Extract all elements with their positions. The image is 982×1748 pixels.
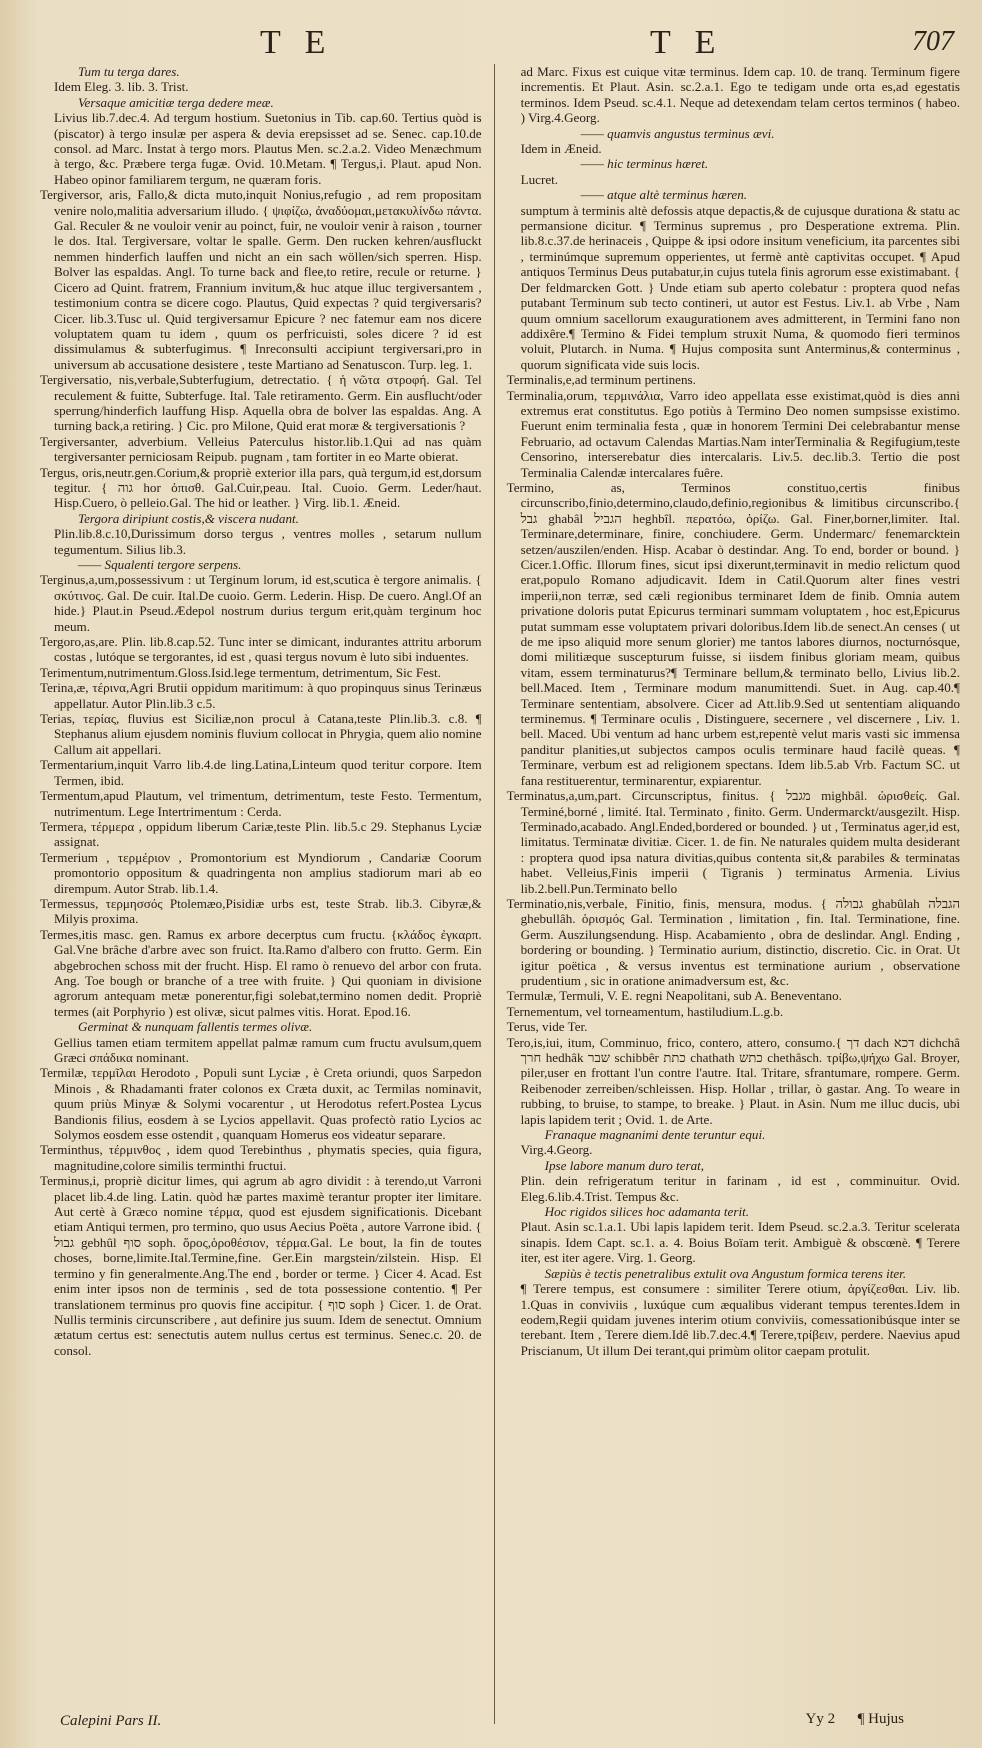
dictionary-entry: Terus, vide Ter.	[506, 1019, 588, 1035]
text-paragraph: Plaut. Asin sc.1.a.1. Ubi lapis lapidem terit. Idem Pseud. sc.2.a.3. Teritur scelerata sinapis. Idem Capt. sc.1. a. 4. Boius Boïam terit. Ambiguè & obscœnè. ¶ Terere iter, est iter agere. Virg. 1. Georg.	[520, 1219, 960, 1266]
dictionary-entry: Terminatio,nis,verbale, Finitio, finis, mensura, modus. { גבולה ghabûlah הגבלה ghebullâh. ὁρισμός Gal. Termination , limitation , fin. Ital. Terminatione, fine. Germ. Auszilungsendung. Hisp. Acabamiento , obra de deslindar. Angl. Ending , bordering or bounding. } Terminatio aurium, distinctio, discretio. Cic. in Orat. Ut igitur poëtica , & versus inventus est terminatione aurium , observatione prudentium , sic in oratione animadversum est, &c.	[506, 895, 960, 988]
verse-quote: Sæpiùs è tectis penetralibus extulit ova Angustum formica terens iter.	[544, 1265, 907, 1281]
dictionary-entry: Termessus, τερμησσός Ptolemæo,Pisidiæ urbs est, teste Strab. lib.3. Cibyræ,& Milyis proxima.	[40, 895, 482, 927]
dictionary-entry: Termulæ, Termuli, V. E. regni Neapolitani, sub A. Beneventano.	[506, 988, 842, 1004]
dictionary-entry: Termerium , τερμέριον , Promontorium est Myndiorum , Candariæ Coorum promontorio oppositum & quadringenta non amplius stadiorum mari ab eo dirempum. Autor Strab. lib.1.4.	[40, 849, 482, 896]
dictionary-entry: Termentarium,inquit Varro lib.4.de ling.Latina,Linteum quod teritur corpore. Item Termen, ibid.	[40, 757, 482, 788]
text-paragraph: Gellius tamen etiam termitem appellat palmæ ramum cum fructu avulsum,quem Græci σπάδικα nominant.	[54, 1034, 482, 1065]
dictionary-entry: Terginus,a,um,possessivum : ut Terginum lorum, id est,scutica è tergore animalis. { σκύτινος. Gal. De cuir. Ital.De cuoio. Germ. Lederin. Hisp. De cuero. Angl.Of an hide.} Plaut.in Pseud.Ædepol nostrum durius tergum erit,quàm terginum hoc meum.	[40, 572, 482, 634]
catchword: ¶ Hujus	[857, 1711, 904, 1727]
footer-signature	[806, 1711, 904, 1728]
verse-quote: Tergora diripiunt costis,& viscera nudant.	[78, 510, 299, 526]
dictionary-entry: Tergus, oris,neutr.gen.Corium,& propriè exterior illa pars, quà tergum,id est,dorsum tegitur. { גוה hor ὀπισθ. Gal.Cuir,peau. Ital. Cuoio. Germ. Leder/haut. Hisp.Cuero, ò pelleio.Gal. The hid or leather. } Virg. lib.1. Æneid.	[40, 464, 482, 511]
footer-title: Calepini Pars II.	[60, 1713, 162, 1729]
verse-quote: —— atque altè terminus hæren.	[580, 187, 748, 203]
verse-quote: —— Squalenti tergore serpens.	[78, 557, 242, 572]
signature-mark: Yy 2	[805, 1711, 836, 1727]
right-column	[499, 64, 960, 1724]
dictionary-entry: Terimentum,nutrimentum.Gloss.Isid.lege termentum, detrimentum, Sic Fest.	[40, 664, 441, 680]
dictionary-entry: Terminalia,orum, τερμινάλια, Varro ideo appellata esse existimat,quòd is dies anni extremus erat constitutus. Ego potiùs à Termino Deo nomen sumpsisse existimo. Fuerunt enim terminalia festa , quæ in honorem Termini Dei celebrabantur mense Februario, ad octavum Calendas Martias.Nam interTerminalia & Regifugium,teste Censorino, interserebatur dies intercalaris. Liv.5. dec.lib.3. Tertio die post Terminalia Calendæ intercalares fuêre.	[506, 387, 960, 480]
column-rule	[494, 64, 495, 1724]
dictionary-entry: Terminthus, τέρμινθος , idem quod Terebinthus , phymatis species, quia figura, magnitudine,colore similis terminthi fructui.	[40, 1142, 482, 1173]
running-header	[40, 22, 960, 64]
verse-quote: Germinat & nunquam fallentis termes olivæ.	[78, 1019, 313, 1035]
verse-quote: Hoc rigidos silices hoc adamanta terit.	[544, 1204, 750, 1220]
page-number: 707	[912, 26, 954, 57]
dictionary-entry: Termentum,apud Plautum, vel trimentum, detrimentum, teste Festo. Termentum, nutrimentum. Lege Intertrimentum : Cerda.	[40, 788, 482, 819]
dictionary-entry: Terminalis,e,ad terminum pertinens.	[506, 372, 696, 388]
dictionary-entry: Termes,itis masc. gen. Ramus ex arbore decerptus cum fructu. {κλάδος ἐγκαρπ. Gal.Vne brâche d'arbre avec son fruict. Ita.Ramo d'albero con frutto. Germ. Ein abgebrochen schoss mit der frucht. Hisp. El ramo ò renuevo del arbor con fruta. Ang. Toe bough or branche of a tree with fruite. } Qui quoniam in divisione agrorum antequam metæ ponerentur,figi solebat,termino nomen dedit. Propriè termes (ait Porphyrio ) est olivæ, sicut palmes vitis. Horat. Epod.16.	[40, 926, 482, 1019]
two-column-body	[40, 64, 960, 1724]
dictionary-entry: Tergiversatio, nis,verbale,Subterfugium, detrectatio. { ἡ νῶτα στροφή. Gal. Tel reculement & fuitte, Subterfuge. Ital. Tale retiramento. Germ. Ein ausflucht/oder sperrung/hinderfich lauffung Hisp. Aquella obra de bolver las espaldas. Ang. A turning back,a retiring. } Cic. pro Milone, Quid erat moræ & tergiversationis ?	[40, 372, 482, 434]
dictionary-entry: Termera, τέρμερα , oppidum liberum Cariæ,teste Plin. lib.5.c 29. Stephanus Lyciæ assignat.	[40, 818, 482, 850]
verse-quote: Versaque amicitiæ terga dedere meæ.	[78, 94, 274, 110]
dictionary-entry: Tero,is,iui, itum, Comminuo, frico, contero, attero, consumo.{ דך dach דכא dichchâ חרך hedhâk שבר schibbêr כתת chathath כתש chethâsch. τρίβω,ψήχω Gal. Broyer, piler,user en frottant l'un contre l'autre. Ital. Tritare, sfrantumare, rompere. Germ. Reibenoder zerreiben/schleissen. Hisp. Hollar , trillar, ò gastar. Ang. To weare in rubbing, to bruise, to stampe, to breake. } Plaut. in Asin. Num me illuc ducis, ubi lapis lapidem terit ; Ovid. 1. de Arte.	[506, 1034, 960, 1127]
dictionary-entry: Terminus,i, propriè dicitur limes, qui agrum ab agro dividit : à terendo,ut Varroni placet lib.4.de ling. Latin. quòd hæ partes maximè terantur propter iter limitare. Aut certè à Græco nomine τέρμα, quod est ejusdem significationis. Dicebant etiam Antiqui termen, pro termino, quo usus Aecius Poëta , autore Varrone ibid. { גבול gebhûl סוף soph. ὅρος,ὁροθέσιον, τέρμα.Gal. Le bout, la fin de toutes choses, borne,limite.Ital.Termine,fine. Ger.Ein margstein/zilstein. Hisp. El termino y fin generalmente.Ang.The end , border or terme. } Cicer 4. Acad. Est enim inter ipsos non de terminis , sed de tota possessione contentio. ¶ Per translationem terminus pro quovis fine accipitur. { סוף soph } Cicer. 1. de Orat. Nullis terminis circunscribere , aut definire jus suum. Idem de senectut. Omnium ætatum certus est: senectutis autem nullus certus est terminus. Senec.c. 20. de consol.	[40, 1173, 482, 1358]
header-left: T E	[260, 24, 334, 61]
text-paragraph: Virg.4.Georg.	[520, 1142, 593, 1158]
dictionary-entry: Tergiversor, aris, Fallo,& dicta muto,inquit Nonius,refugio , ad rem propositam venire nolo,malitia adversarium illudo. { ψιφίζω, ἀναδύομαι,μετακυλίνδω πάντα. Gal. Reculer & ne vouloir venir au poinct, fuir, ne vouloir venir à raison , tourner le dos. Ital. Tergiversare, voltar le spalle. Germ. Den rucken kehren/ausfluckt nemmen hinderfich lauffen und nicht an ein sach wöllen/sich sperren. Hisp. Bolver las espaldas. Angl. To turne back and flee,to retire, recule or returne. } Cicero ad Quint. fratrem, Frannium invitum,& huc atque illuc tergiversantem , testimonium contra se dicere cogo. Plautus, Quid expectas ? quid tergiversaris? Cicer. lib.3.Tusc ul. Quid tergiversamur Epicure ? nec fatemur eam nos dicere voluptatem quam tu idem , quum os perfricuisti, soles dicere ? id est dissimulamus & subterfugimus. ¶ Inreconsulti accipiunt tergiversari,pro in universum ab accusatione desistere , teste Martiano ad Senatuscon. Turp. leg. 1.	[40, 187, 482, 372]
left-column	[40, 64, 490, 1724]
text-paragraph: ad Marc. Fixus est cuique vitæ terminus. Idem cap. 10. de tranq. Terminum figere incrementis. Et Plaut. Asin. sc.2.a.1. Ego te tedigam unde orta es,ad egestatis terminos. Idem Pseud. sc.4.1. Neque ad detexendam telam certos terminos ( habeo. ) Virg.4.Georg.	[520, 64, 960, 126]
text-paragraph: Plin.lib.8.c.10,Durissimum dorso tergus , ventres molles , setarum nullum tegumentum. Silius lib.3.	[54, 526, 482, 557]
text-paragraph: Livius lib.7.dec.4. Ad tergum hostium. Suetonius in Tib. cap.60. Tertius quòd is (piscator) à tergo insulæ per aspera & devia erepsisset ad se. Senec. cap.10.de consol. ad Marc. Instat à tergo mors. Plautus Men. sc.2.a.2. Video Menæchmum à tergo, &c. Præbere terga fugæ. Ovid. 10.Metam. ¶ Tergus,i. Plaut. apud Non. Habeo opinor familiarem tergum, ne quæram foris.	[54, 110, 482, 187]
text-paragraph: Idem in Æneid.	[520, 141, 602, 157]
verse-quote: —— quamvis angustus terminus ævi.	[580, 125, 775, 141]
dictionary-entry: Terias, τερίας, fluvius est Siciliæ,non procul à Catana,teste Plin.lib.3. c.8. ¶ Stephanus alium ejusdem nominis fluvium collocat in Phrygia, quem alio nomine Callum ait appellari.	[40, 711, 482, 757]
dictionary-entry: Termino, as, Terminos constituo,certis finibus circunscribo,finio,determino,claudo,definio,regionibus & limitibus circunscribo.{ גבל ghabâl הגביל heghbîl. περατόω, ὁρίζω. Gal. Finer,borner,limiter. Ital. Terminare,determinare, finire, conchiudere. Germ. Undermarc/ fenemarcktein setzen/auszilen/enden. Hisp. Acabar ò destindar. Ang. To end, border or bound. } Cicer.1.Offic. Illorum fines, sicut ipsi dixerunt,terminavit in medio relictum quod erat,populo Romano adjudicavit. Idem in Catil.Quorum alter fines vestri imperii,non terræ, sed cæli regionibus terminaret Idem de finib. Omnia autem privatione doloris putat Epicurus terminari summam voluptatem , hoc est,Epicurus putat summam esse voluptatem privari doloribus.Idem lib.de senect.An censes ( ut de me ipso aliquid more senum glorier) me tantos labores diurnos, nocturnósque, domi militiæque suscepturum fuisse, si iisdem finibus gloriam meam, quibus vitam, essem terminaturus?¶ Terminare bellum,& terminato bello, Livius lib.2. bell.Maced. Item , Terminare modum manumittendi. Suet. in Aug. cap.40.¶ Terminare sententiam, absolvere. Cicer ad Att.lib.9.Sed ut sententiam aliquando terminemus. ¶ Terminare oculis , Distinguere, secernere , vel discernere , Liv. 1. bell. Maced. Ubi ventum ad hanc urbem est,repentè velut maris vasti sic immensa panditur planities,ut subjectos campos oculis terminare haud facilè queas. ¶ Terminare, verbum est ad religionem spectans. Idem lib.5.ab Vrb. Factum SC. ut fana restituerentur, terminarentur, expiarentur.	[506, 479, 960, 788]
text-paragraph: Idem Eleg. 3. lib. 3. Trist.	[54, 79, 189, 95]
verse-quote: Tum tu terga dares.	[78, 64, 180, 79]
text-paragraph: sumptum à terminis altè defossis atque depactis,& de cujusque durationa & statu ac permansione dicitur. ¶ Terminus supremus , pro Desperatione extrema. Plin. lib.8.c.37.de herinaceis , Quippe & ipsi odore insitum veneficium, ita parcentes sibi , terminúmque supremum opperientes, ut fermè antè captivitas occupet. ¶ Apud antiquos Terminus Deus putabatur,in cujus tutela finis agrorum esse existimabant. { Der feldmarcken Gott. } Unde etiam sub aperto colebatur : proptera quod nefas putabant Terminum sub tecto contineri, ut autor est Festus. Liv.1. ab Vrbe , Nam quum omnium sacellorum exaugurationem aves admitterent, in Termini fano non addixêre.¶ Termino & Fidei templum struxit Numa, & quomodo fieri terminos voluit, Plutarch. in Numa. ¶ Hujus composita sunt Anterminus,& conterminus , quorum significata vide suis locis.	[520, 202, 960, 372]
verse-quote: Ipse labore manum duro terat,	[544, 1157, 705, 1173]
dictionary-entry: Tergiversanter, adverbium. Velleius Paterculus histor.lib.1.Qui ad nas quàm tergiversanter perniciosam Reipub. pugnam , tam fortiter in eo Marte obierat.	[40, 433, 482, 465]
dictionary-entry: Termilæ, τερμῖλαι Herodoto , Populi sunt Lyciæ , è Creta oriundi, quos Sarpedon Minois , & Rhadamanti frater colonos ex Cræta duxit, ac Termilas nominavit, quum priùs Minyæ & Solymi vocarentur , ut Herodotus refert.Postea Lycus Bandionis filius, eosdem à se Lycios appellavit. Quas profectò ratio Lycios ac Solymos eosdem esse ostendit , quanquam Homerus eos videatur separare.	[40, 1065, 482, 1143]
text-paragraph: ¶ Terere tempus, est consumere : similiter Terere otium, ἀργίζεσθαι. Liv. lib. 1.Quas in conviviis , luxúque cum æqualibus viderant tempus terentes.Idem in eodem,Regii quidam juvenes interim otium conviviis, comessationibúsque inter se terebant. Item , Terere diem.Idê lib.7.dec.4.¶ Terere,τρίβειν, perdere. Naevius apud Priscianum, Ut illum Dei terant,qui primùm olitor caepam protulit.	[520, 1281, 960, 1358]
text-paragraph: Plin. dein refrigeratum teritur in farinam , id est , comminuitur. Ovid. Eleg.6.lib.4.Trist. Tempus &c.	[520, 1173, 960, 1204]
header-right: T E	[650, 24, 724, 61]
verse-quote: —— hic terminus hæret.	[580, 156, 709, 172]
text-paragraph: Lucret.	[520, 171, 559, 187]
dictionary-entry: Ternementum, vel torneamentum, hastiludium.L.g.b.	[506, 1003, 784, 1019]
verse-quote: Franaque magnanimi dente teruntur equi.	[544, 1127, 766, 1143]
dictionary-entry: Terminatus,a,um,part. Circunscriptus, finitus. { מגבל mighbâl. ὡρισθείς. Gal. Terminé,borné , limité. Ital. Terminato , finito. Germ. Undermarckt/ausgezilt. Hisp. Terminado,acabado. Angl.Ended,bordered or bounded. } ut , Terminatus ager,id est, limitatus. Terminatæ divitiæ. Cicer. 1. de fin. Ne naturales quidem multa desiderant : proptera quod ipsa natura divitias,quibus contenta sit,& parabiles & terminatas habet. Velleius,Finis imperii ( Tigranis ) terminatus Armenia. Livius lib.2.bell.Pun.Terminato bello	[506, 788, 960, 896]
dictionary-entry: Terina,æ, τέρινα,Agri Brutii oppidum maritimum: à quo propinquus sinus Terinæus appellatur. Autor Plin.lib.3 c.5.	[40, 680, 482, 711]
dictionary-entry: Tergoro,as,are. Plin. lib.8.cap.52. Tunc inter se dimicant, indurantes attritu arborum costas , lutóque se tergorantes, id est , quasi tergus novum è luto sibi induentes.	[40, 634, 482, 665]
